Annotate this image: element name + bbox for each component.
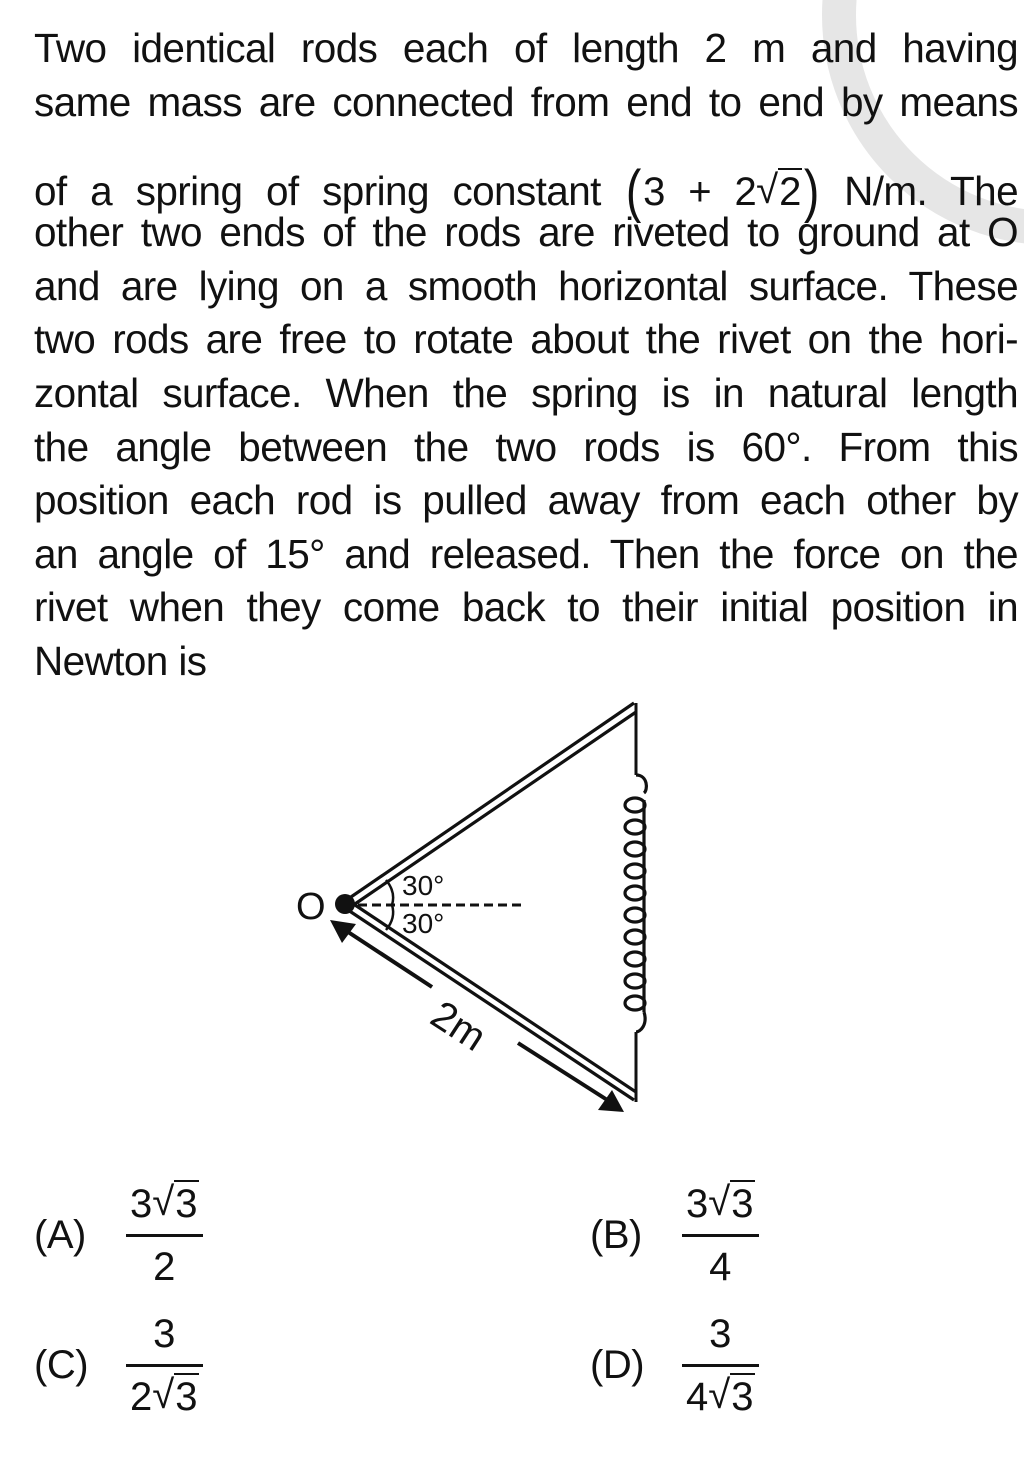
question-line-6: two rods are free to rotate about the rivet on the hori-	[34, 316, 1018, 363]
option-d[interactable]	[590, 1310, 759, 1421]
rivet-pivot	[335, 894, 355, 914]
option-c-label: (C)	[34, 1343, 89, 1387]
radicand: 2	[779, 170, 801, 215]
question-line-2: same mass are connected from end to end by means	[34, 78, 1018, 125]
open-paren: (	[626, 159, 642, 225]
expr-plus: +	[688, 170, 711, 215]
expr-coef: 2	[734, 170, 757, 215]
option-c[interactable]	[34, 1310, 203, 1421]
arrowhead-upper-icon	[330, 920, 356, 943]
question-line-7: zontal surface. When the spring is in natural length	[34, 369, 1018, 416]
question-text	[34, 22, 1018, 689]
question-line-12: Newton is	[34, 637, 207, 684]
option-c-fraction	[126, 1310, 203, 1421]
option-b-denominator: 4	[709, 1245, 732, 1289]
sqrt-symbol: √ 2	[756, 168, 801, 215]
length-label: 2m	[423, 992, 494, 1060]
pivot-label-o: O	[296, 886, 326, 928]
lower-rod	[348, 903, 636, 1100]
question-line-spring-constant	[34, 125, 1019, 225]
spring-line-prefix: of a spring of spring constant	[34, 168, 601, 215]
option-a-denominator: 2	[153, 1245, 176, 1289]
spring-coil	[625, 775, 646, 1032]
upper-rod	[348, 703, 636, 906]
angle-label-upper: 30°	[402, 870, 445, 901]
option-a-fraction	[126, 1180, 203, 1291]
option-d-denominator: 4 √ 3	[686, 1373, 754, 1419]
option-d-numerator: 3	[709, 1312, 732, 1356]
question-line-1: Two identical rods each of length 2 m and having	[34, 25, 1018, 71]
option-a-numerator: 3 √ 3	[130, 1180, 198, 1226]
option-a-label: (A)	[34, 1213, 86, 1257]
question-line-4: other two ends of the rods are riveted to ground at O	[34, 209, 1018, 256]
arrowhead-lower-icon	[598, 1090, 624, 1112]
answer-options	[0, 1160, 1024, 1460]
option-d-fraction	[682, 1310, 759, 1421]
angle-arc-lower	[386, 905, 393, 930]
option-d-label: (D)	[590, 1343, 645, 1387]
question-line-5: and are lying on a smooth horizontal surface. These	[34, 262, 1018, 309]
expr-term-3: 3	[643, 170, 665, 215]
option-c-numerator: 3	[153, 1312, 176, 1356]
option-b-label: (B)	[590, 1213, 642, 1257]
option-c-denominator: 2 √ 3	[130, 1373, 198, 1419]
angle-label-lower: 30°	[402, 908, 445, 939]
question-line-9: position each rod is pulled away from each other by	[34, 477, 1018, 524]
question-line-11: rivet when they come back to their initial position in	[34, 584, 1018, 631]
angle-arc-upper	[386, 880, 393, 905]
close-paren: )	[803, 159, 819, 225]
length-dimension-arrow	[342, 928, 612, 1103]
spring-line-suffix: N/m. The	[844, 168, 1019, 215]
question-line-8: the angle between the two rods is 60°. From this	[34, 423, 1018, 470]
option-b[interactable]	[590, 1180, 759, 1291]
option-b-numerator: 3 √ 3	[686, 1180, 754, 1226]
option-b-fraction	[682, 1180, 759, 1291]
question-line-10: an angle of 15° and released. Then the force on the	[34, 530, 1018, 577]
option-a[interactable]	[34, 1180, 203, 1291]
